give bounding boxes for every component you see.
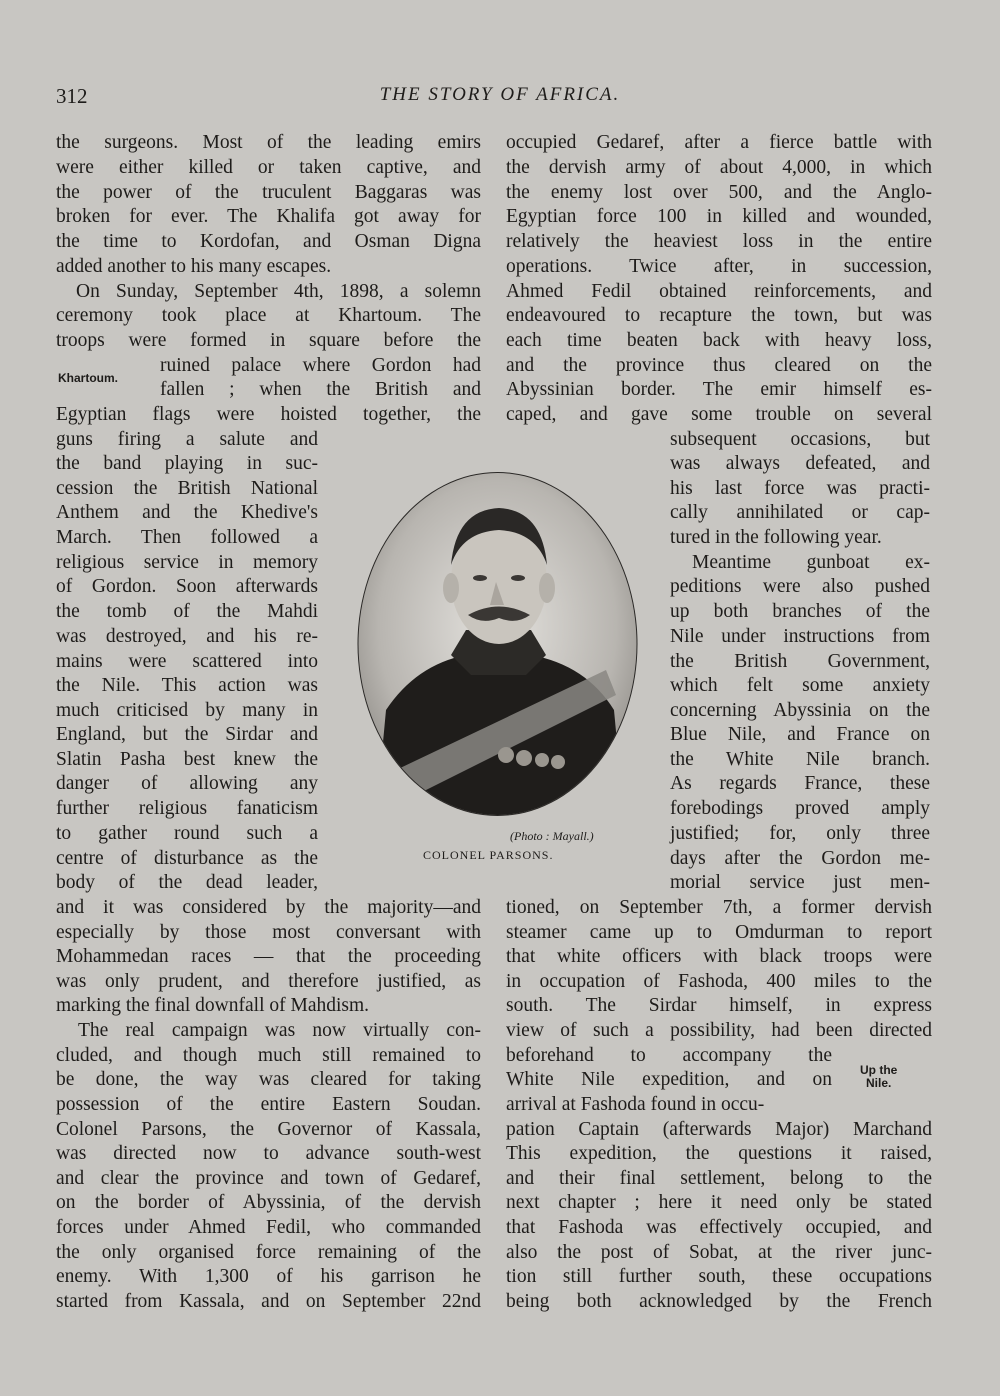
- right-narrow-line: Blue Nile, and France on: [670, 724, 930, 745]
- left-narrow-line: mains were scattered into: [56, 651, 318, 672]
- left-bottom-line: on the border of Abyssinia, of the dervish: [56, 1192, 481, 1213]
- right-bottom-line: steamer came up to Omdurman to report: [506, 922, 932, 943]
- left-narrow-line: Anthem and the Khedive's: [56, 502, 318, 523]
- left-top-line: broken for ever. The Khalifa got away for: [56, 206, 481, 227]
- right-bottom-line: tioned, on September 7th, a former dervish: [506, 897, 932, 918]
- right-top-line: occupied Gedaref, after a fierce battle with: [506, 132, 932, 153]
- right-narrow-line: which felt some anxiety: [670, 675, 930, 696]
- left-narrow-line: of Gordon. Soon afterwards: [56, 576, 318, 597]
- right-bottom-line: that white officers with black troops were: [506, 946, 932, 967]
- left-top-line: were either killed or taken captive, and: [56, 157, 481, 178]
- right-narrow-line: forebodings proved amply: [670, 798, 930, 819]
- right-bottom-line: tion still further south, these occupations: [506, 1266, 932, 1287]
- left-bottom-line: Colonel Parsons, the Governor of Kassala,: [56, 1119, 481, 1140]
- right-bottom-line: and their final settlement, belong to the: [506, 1168, 932, 1189]
- left-narrow-line: the Nile. This action was: [56, 675, 318, 696]
- right-narrow-line: days after the Gordon me-: [670, 848, 930, 869]
- left-top-line: added another to his many escapes.: [56, 256, 332, 277]
- left-top-line: Egyptian flags were hoisted together, the: [56, 404, 481, 425]
- right-narrow-line: up both branches of the: [670, 601, 930, 622]
- left-top-line: the time to Kordofan, and Osman Digna: [56, 231, 481, 252]
- left-narrow-line: danger of allowing any: [56, 773, 318, 794]
- left-narrow-line: further religious fanaticism: [56, 798, 318, 819]
- sidenote-khartoum: Khartoum.: [58, 371, 118, 385]
- right-top-line: the dervish army of about 4,000, in which: [506, 157, 932, 178]
- right-narrow-line: the British Government,: [670, 651, 930, 672]
- left-bottom-line: cluded, and though much still remained to: [56, 1045, 481, 1066]
- right-narrow-line: subsequent occasions, but: [670, 429, 930, 450]
- right-narrow-line: the White Nile branch.: [670, 749, 930, 770]
- right-narrow-line: was always defeated, and: [670, 453, 930, 474]
- right-bottom-line: also the post of Sobat, at the river junc-: [506, 1242, 932, 1263]
- right-top-line: Egyptian force 100 in killed and wounded,: [506, 206, 932, 227]
- right-top-line: caped, and gave some trouble on several: [506, 404, 932, 425]
- right-narrow-line: cally annihilated or cap-: [670, 502, 930, 523]
- left-narrow-line: March. Then followed a: [56, 527, 318, 548]
- right-bottom-line: south. The Sirdar himself, in express: [506, 995, 932, 1016]
- right-top-line: and the province thus cleared on the: [506, 355, 932, 376]
- right-top-line: Abyssinian border. The emir himself es-: [506, 379, 932, 400]
- left-narrow-line: body of the dead leader,: [56, 872, 318, 893]
- left-bottom-line: forces under Ahmed Fedil, who commanded: [56, 1217, 481, 1238]
- right-narrow-line: Nile under instructions from: [670, 626, 930, 647]
- left-bottom-line: started from Kassala, and on September 22nd: [56, 1291, 481, 1312]
- left-top-line: ruined palace where Gordon had: [160, 355, 481, 376]
- left-bottom-line: was only prudent, and therefore justified, as: [56, 971, 481, 992]
- left-narrow-line: cession the British National: [56, 478, 318, 499]
- left-narrow-line: religious service in memory: [56, 552, 318, 573]
- figure-caption: COLONEL PARSONS.: [423, 848, 554, 862]
- left-top-line: the surgeons. Most of the leading emirs: [56, 132, 481, 153]
- right-bottom-line: pation Captain (afterwards Major) Marchand: [506, 1119, 932, 1140]
- right-narrow-line: peditions were also pushed: [670, 576, 930, 597]
- right-top-line: Ahmed Fedil obtained reinforcements, and: [506, 281, 932, 302]
- left-bottom-line: the only organised force remaining of the: [56, 1242, 481, 1263]
- left-bottom-line: enemy. With 1,300 of his garrison he: [56, 1266, 481, 1287]
- right-top-line: endeavoured to recapture the town, but was: [506, 305, 932, 326]
- portrait-photo: [356, 470, 639, 818]
- running-title: THE STORY OF AFRICA.: [379, 84, 621, 105]
- left-narrow-line: much criticised by many in: [56, 700, 318, 721]
- sidenote-up-line1: Up the: [860, 1063, 898, 1077]
- left-narrow-line: guns firing a salute and: [56, 429, 318, 450]
- left-bottom-line: and it was considered by the majority—and: [56, 897, 481, 918]
- left-narrow-line: the band playing in suc-: [56, 453, 318, 474]
- right-bottom-line: that Fashoda was effectively occupied, and: [506, 1217, 932, 1238]
- right-top-line: each time beaten back with heavy loss,: [506, 330, 932, 351]
- left-bottom-line: possession of the entire Eastern Soudan.: [56, 1094, 481, 1115]
- left-narrow-line: centre of disturbance as the: [56, 848, 318, 869]
- sidenote-up-line2: Nile.: [866, 1076, 892, 1090]
- left-bottom-line: especially by those most conversant with: [56, 922, 481, 943]
- right-top-line: operations. Twice after, in succession,: [506, 256, 932, 277]
- left-top-line: fallen ; when the British and: [160, 379, 481, 400]
- sidenote-up-the-nile: [860, 1064, 897, 1090]
- right-bottom-line: next chapter ; here it need only be stated: [506, 1192, 932, 1213]
- right-narrow-line: justified; for, only three: [670, 823, 930, 844]
- left-narrow-line: to gather round such a: [56, 823, 318, 844]
- right-bottom-line: being both acknowledged by the French: [506, 1291, 932, 1312]
- left-top-line: the power of the truculent Baggaras was: [56, 182, 481, 203]
- left-bottom-line: and clear the province and town of Gedaref,: [56, 1168, 481, 1189]
- left-bottom-line: was directed now to advance south-west: [56, 1143, 481, 1164]
- left-top-line: ceremony took place at Khartoum. The: [56, 305, 481, 326]
- right-bottom-line: in occupation of Fashoda, 400 miles to the: [506, 971, 932, 992]
- left-narrow-line: Slatin Pasha best knew the: [56, 749, 318, 770]
- right-narrow-line: Meantime gunboat ex-: [692, 552, 930, 573]
- left-bottom-line: be done, the way was cleared for taking: [56, 1069, 481, 1090]
- right-narrow-line: concerning Abyssinia on the: [670, 700, 930, 721]
- left-bottom-line: marking the final downfall of Mahdism.: [56, 995, 370, 1016]
- left-narrow-line: was destroyed, and his re-: [56, 626, 318, 647]
- right-bottom-line: arrival at Fashoda found in occu-: [506, 1094, 765, 1115]
- right-bottom-line: This expedition, the questions it raised,: [506, 1143, 932, 1164]
- left-bottom-line: The real campaign was now virtually con-: [78, 1020, 481, 1041]
- right-narrow-line: morial service just men-: [670, 872, 930, 893]
- right-top-line: the enemy lost over 500, and the Anglo-: [506, 182, 932, 203]
- right-top-line: relatively the heaviest loss in the entire: [506, 231, 932, 252]
- page-number: 312: [56, 84, 88, 108]
- right-bottom-line: White Nile expedition, and on: [506, 1069, 832, 1090]
- left-narrow-line: the tomb of the Mahdi: [56, 601, 318, 622]
- photo-credit: (Photo : Mayall.): [510, 829, 594, 843]
- right-bottom-line: view of such a possibility, had been directed: [506, 1020, 932, 1041]
- right-narrow-line: tured in the following year.: [670, 527, 882, 548]
- left-bottom-line: Mohammedan races — that the proceeding: [56, 946, 481, 967]
- left-top-line: On Sunday, September 4th, 1898, a solemn: [76, 281, 481, 302]
- right-narrow-line: his last force was practi-: [670, 478, 930, 499]
- right-narrow-line: As regards France, these: [670, 773, 930, 794]
- left-narrow-line: England, but the Sirdar and: [56, 724, 318, 745]
- right-bottom-line: beforehand to accompany the: [506, 1045, 832, 1066]
- left-top-line: troops were formed in square before the: [56, 330, 481, 351]
